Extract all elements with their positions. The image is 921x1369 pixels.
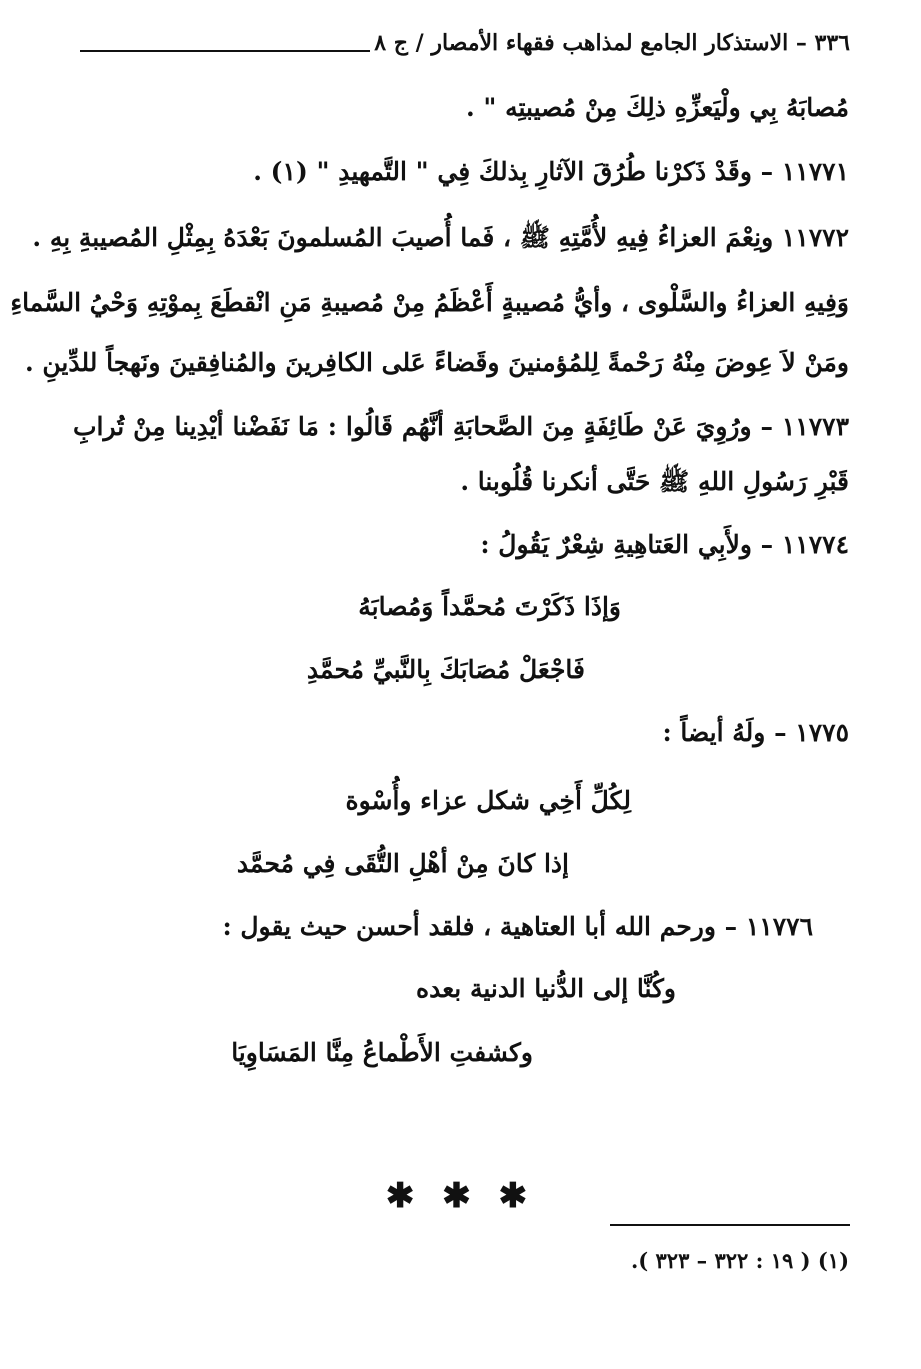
paragraph-11771: ١١٧٧١ – وقَدْ ذَكرْنا طُرُقَ الآثارِ بِذلكَ فِي " التَّمهيدِ " (١) . xyxy=(253,157,849,186)
text-line: ومَنْ لاَ عِوضَ مِنْهُ رَحْمةً لِلمُؤمنينَ وقَضاءً عَلى الكافِرينَ والمُنافِقينَ ونَهجاً للدِّينِ . xyxy=(24,348,849,377)
verse-line: فَاجْعَلْ مُصَابَكَ بِالنَّبيِّ مُحمَّدِ xyxy=(306,655,585,684)
paragraph-11773: ١١٧٧٣ – ورُوِيَ عَنْ طَائِفَةٍ مِنَ الصَّحابَةِ أنَّهُم قَالُوا : مَا نَفَضْنا أيْدِينا مِنْ تُرابِ xyxy=(73,412,849,441)
verse-line: وكُنَّا إلى الدُّنيا الدنية بعده xyxy=(416,974,676,1003)
verse-line: وكشفتِ الأَطْماعُ مِنَّا المَسَاوِيَا xyxy=(231,1038,533,1067)
page-header xyxy=(80,30,850,70)
paragraph-1775: ١٧٧٥ – ولَهُ أيضاً : xyxy=(662,718,849,747)
text-line: وَفِيهِ العزاءُ والسَّلْوى ، وأيُّ مُصيبةٍ أَعْظَمُ مِنْ مُصيبةِ مَنِ انْقطَعَ بِموْتِهِ وَحْيُ السَّماءِ xyxy=(10,288,849,317)
header-rule xyxy=(80,50,370,52)
verse-line: إذا كانَ مِنْ أهْلِ التُّقَى فِي مُحمَّد xyxy=(236,849,569,878)
text-line: قَبْرِ رَسُولِ اللهِ ﷺ حَتَّى أنكرنا قُلُوبنا . xyxy=(460,467,849,496)
verse-line: وَإذَا ذَكَرْتَ مُحمَّداً وَمُصابَهُ xyxy=(358,592,621,621)
verse-line: لِكُلِّ أَخِي شكل عزاء وأُسْوة xyxy=(345,786,631,815)
text-line: مُصابَهُ بِي ولْيَعزِّهِ ذلِكَ مِنْ مُصيبتِه " . xyxy=(465,93,849,122)
paragraph-11772: ١١٧٧٢ ونِعْمَ العزاءُ فِيهِ لأُمَّتِهِ ﷺ ، فَما أُصيبَ المُسلمونَ بَعْدَهُ بِمِثْلِ المُصيبةِ بِهِ . xyxy=(32,223,849,252)
paragraph-11776: ١١٧٧٦ – ورحم الله أبا العتاهية ، فلقد أحسن حيث يقول : xyxy=(222,912,813,941)
section-separator: ✱ ✱ ✱ xyxy=(385,1176,536,1216)
footnote-rule xyxy=(610,1224,850,1226)
paragraph-11774: ١١٧٧٤ – ولأَبِي العَتاهِيةِ شِعْرٌ يَقُولُ : xyxy=(480,530,849,559)
running-header: ٣٣٦ – الاستذكار الجامع لمذاهب فقهاء الأمصار / ج ٨ xyxy=(374,30,850,56)
footnote: (١) ( ١٩ : ٣٢٢ – ٣٢٣ ). xyxy=(630,1248,849,1273)
